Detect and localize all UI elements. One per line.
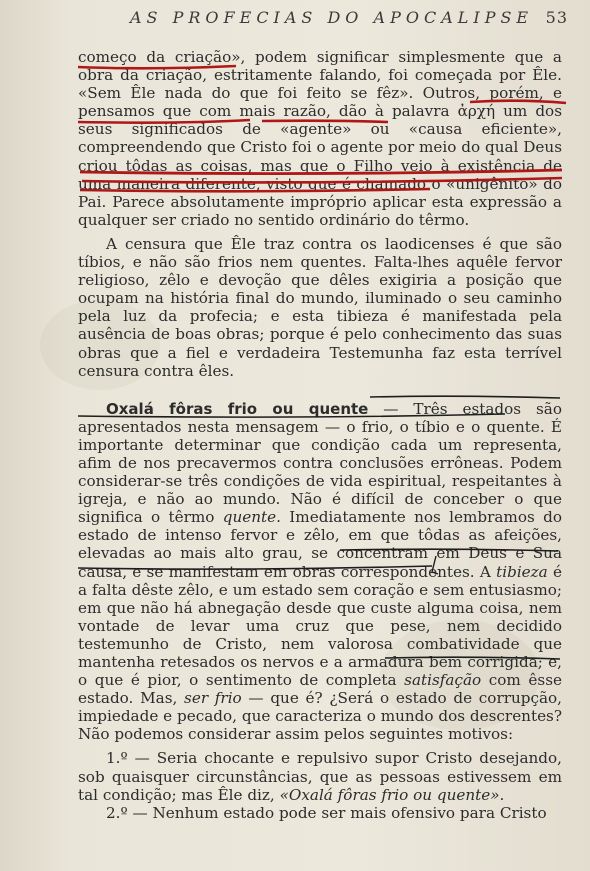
paragraph-3-text-a: — Três estados são apresentados nesta mensagem — o frio, o tíbio e o quente. É importante determinar que condição cada um representa, afim de nos precavermos contra conclusões errôneas. Podem considerar-se três condições de vida espiritual, respeitantes à igreja, e não ao mundo. Não é difícil de conceber o que significa o têrmo	[78, 399, 562, 527]
paragraph-3-text-e: — que é? ¿Será o estado de corrupção, impiedade e pecado, que caracteriza o mundo dos descrentes? Não podemos considerar assim pelos seguintes motivos:	[78, 689, 562, 744]
emphasis-quote: «Oxalá fôras frio ou quente»	[279, 785, 500, 804]
paragraph-5: 2.º — Nenhum estado pode ser mais ofensivo para Cristo	[106, 803, 547, 822]
paragraph-3	[78, 400, 562, 744]
body-text	[78, 48, 562, 822]
page-number: 53	[545, 8, 568, 27]
paragraph-4-text-a: 1.º — Seria chocante e repulsivo supor Cristo desejando, sob quaisquer circunstâncias, que as pessoas estivessem em tal condição; mas Êle diz,	[78, 749, 562, 804]
paragraph-3-text-c: é a falta dêste zêlo, e um estado sem coração e sem entusiasmo; em que não há abnegação desde que custe alguma coisa, nem vontade de levar uma cruz que pese, nem decidido testemunho de Cristo, nem valorosa combatividade que mantenha retesados os nervos e a armadura bem corrigida; e, o que é pior, o sentimento de completa	[78, 562, 562, 690]
emphasis-satisfacao: satisfação	[404, 671, 482, 690]
paragraph-4	[78, 749, 562, 803]
paragraph-3-text-d: com êsse estado. Mas,	[78, 671, 562, 708]
paragraph-3-text-b: . Imediatamente nos lembramos do estado de intenso fervor e zêlo, em que tôdas as afeições, elevadas ao mais alto grau, se concentram em Deus e Sua causa, e se manifestam em obras correspondentes. A	[78, 508, 562, 581]
running-title: AS PROFECIAS DO APOCALIPSE	[130, 8, 534, 27]
emphasis-ser-frio: ser frio	[184, 689, 242, 708]
emphasis-quente: quente	[222, 508, 277, 527]
page-header	[78, 8, 568, 28]
paragraph-2: A censura que Êle traz contra os laodicenses é que são tíbios, e não são frios nem quentes. Falta-lhes aquêle fervor religioso, zêlo e devoção que dêles exigiria a posição que ocupam na história final do mundo, iluminado o seu caminho pela luz da profecia; e esta tibieza é manifestada pela ausência de boas obras; porque é pelo conhecimento das suas obras que a fiel e verdadeira Testemunha faz esta terrível censura contra êles.	[78, 234, 562, 380]
paragraph-4-text-b: .	[499, 785, 505, 804]
paragraph-1: começo da criação», podem significar simplesmente que a obra da criação, estritamente falando, foi começada por Êle. «Sem Êle nada do que foi feito se fêz». Outros, porém, e pensamos que com mais razão, dão à palavra ἀρχή um dos seus significados de «agente» ou «causa eficiente», compreendendo que Cristo foi o agente por meio do qual Deus criou tôdas as coisas, mas que o Filho veio à existência de uma maneira diferente, visto que é chamado o «unigênito» do Pai. Parece absolutamente impróprio aplicar esta expressão a qualquer ser criado no sentido ordinário do têrmo.	[78, 48, 562, 229]
emphasis-tibieza: tibieza	[496, 562, 548, 581]
section-heading: Oxalá fôras frio ou quente	[106, 399, 369, 418]
